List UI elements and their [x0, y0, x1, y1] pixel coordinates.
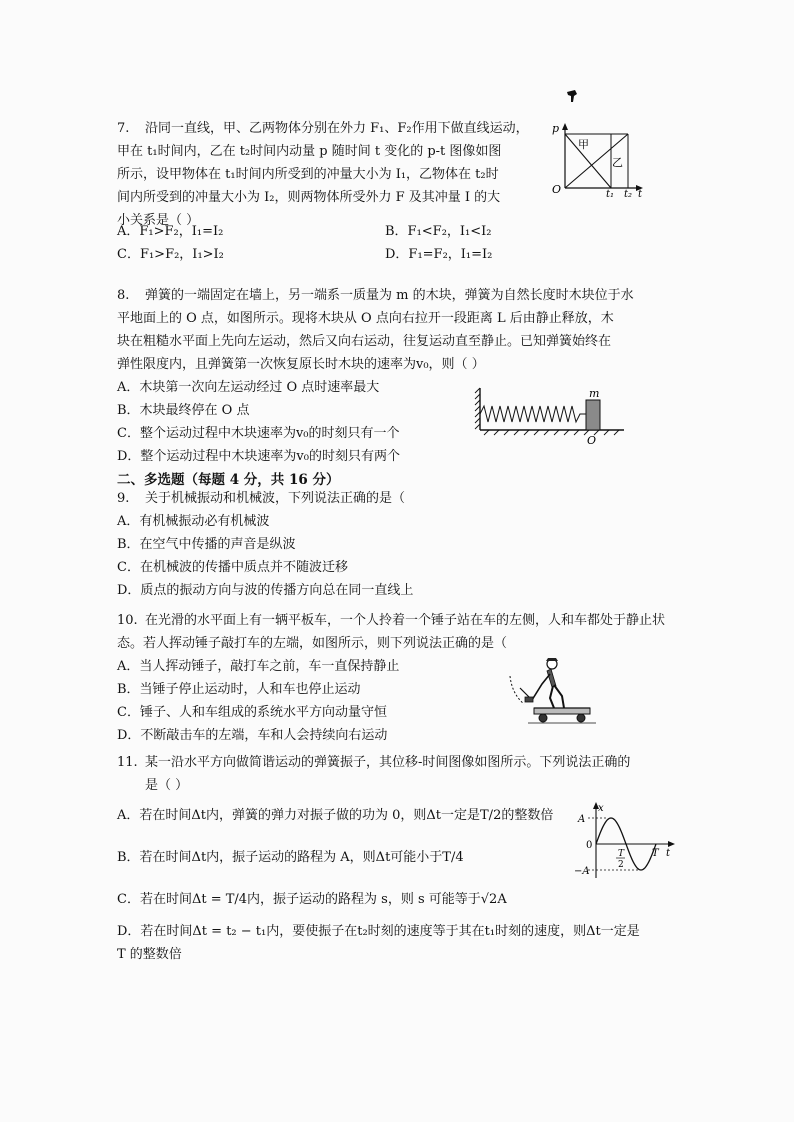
stem-line: 弹簧的一端固定在墙上，另一端系一质量为 m 的木块，弹簧为自然长度时木块位于水 [145, 288, 634, 303]
question-11 [117, 751, 677, 797]
question-number: 10. [117, 613, 138, 628]
stem-line: 在光滑的水平面上有一辆平板车，一个人拎着一个锤子站在车的左侧，人和车都处于静止状 [145, 613, 666, 628]
curve-label-jia: 甲 [578, 138, 589, 151]
option-b: B．木块最终停在 O 点 [117, 403, 250, 418]
option-d: D．质点的振动方向与波的传播方向总在同一直线上 [117, 583, 414, 598]
option-a: A．F₁>F₂，I₁=I₂ [117, 224, 224, 239]
stem-line: 沿同一直线，甲、乙两物体分别在外力 F₁、F₂作用下做直线运动， [145, 121, 529, 136]
option-d-line-2: T 的整数倍 [117, 947, 182, 962]
ink-mark [566, 88, 578, 102]
tick-label-t-period: T [652, 848, 659, 859]
option-c: C．整个运动过程中木块速率为v₀的时刻只有一个 [117, 426, 400, 441]
curve-label-yi: 乙 [612, 156, 623, 169]
option-b: B．若在时间Δt内，振子运动的路程为 A，则Δt可能小于T/4 [117, 850, 464, 865]
mass-label: m [589, 387, 600, 400]
option-d-line-1: D．若在时间Δt = t₂ − t₁内，要使振子在t₂时刻的速度等于其在t₁时刻的速度，则Δt一定是 [117, 924, 640, 939]
q10-hammer-cart-figure [506, 654, 598, 726]
stem-line: 块在粗糙水平面上先向左运动，然后又向右运动，往复运动直至静止。已知弹簧始终在 [117, 334, 612, 349]
question-number: 9. [117, 491, 130, 506]
origin-label: O [552, 183, 562, 196]
axis-label-p: p [552, 122, 560, 135]
option-c: C．锤子、人和车组成的系统水平方向动量守恒 [117, 705, 387, 720]
tick-label-a: A [578, 814, 586, 825]
stem-line: 某一沿水平方向做简谐运动的弹簧振子，其位移-时间图像如图所示。下列说法正确的 [145, 755, 631, 770]
question-11-stem [117, 751, 677, 797]
question-9 [117, 487, 677, 602]
option-a: A．若在时间Δt内，弹簧的弹力对振子做的功为 0，则Δt一定是T/2的整数倍 [117, 808, 554, 823]
question-9-stem [117, 487, 677, 510]
stem-line: 小关系是（ ） [117, 213, 200, 228]
section-heading: 二、多选题（每题 4 分，共 16 分） [117, 472, 340, 488]
stem-line: 是（ ） [145, 778, 189, 793]
q8-spring-block-figure [474, 384, 634, 446]
question-10-stem [117, 609, 677, 655]
question-7-stem [117, 117, 560, 232]
question-number: 11. [117, 755, 138, 770]
stem-line: 所示，设甲物体在 t₁时间内所受到的冲量大小为 I₁，乙物体在 t₂时 [117, 167, 499, 182]
tick-label-half-t-num: T [618, 849, 625, 859]
question-8-stem [117, 284, 677, 376]
point-label-o: O [587, 434, 597, 446]
option-d: D．整个运动过程中木块速率为v₀的时刻只有两个 [117, 449, 400, 464]
axis-label-x: x [598, 803, 604, 814]
option-c: C．在机械波的传播中质点并不随波迁移 [117, 560, 348, 575]
option-a: A．当人挥动锤子，敲打车之前，车一直保持静止 [117, 659, 400, 674]
tick-label-zero: 0 [586, 840, 593, 851]
tick-label-t1: t₁ [606, 189, 615, 198]
stem-line: 弹性限度内，且弹簧第一次恢复原长时木块的速率为v₀，则（ ） [117, 357, 485, 372]
option-c: C．若在时间Δt = T/4内，振子运动的路程为 s，则 s 可能等于√2A [117, 892, 507, 907]
tick-label-half-t-den: 2 [618, 860, 624, 870]
tick-label-neg-a: −A [574, 866, 590, 877]
stem-line: 关于机械振动和机械波，下列说法正确的是（ [145, 491, 406, 506]
stem-line: 间内所受到的冲量大小为 I₂，则两物体所受外力 F 及其冲量 I 的大 [117, 190, 501, 205]
question-number: 8. [117, 288, 130, 303]
option-d: D．F₁=F₂，I₁=I₂ [385, 247, 493, 262]
axis-label-t: t [666, 848, 671, 859]
q7-pt-graph [548, 118, 648, 198]
option-b: B．当锤子停止运动时，人和车也停止运动 [117, 682, 361, 697]
question-7 [117, 117, 560, 232]
tick-label-t2: t₂ [624, 189, 633, 198]
stem-line: 甲在 t₁时间内，乙在 t₂时间内动量 p 随时间 t 变化的 p-t 图像如图 [117, 144, 502, 159]
option-c: C．F₁>F₂，I₁>I₂ [117, 247, 224, 262]
stem-line: 态。若人挥动锤子敲打车的左端，如图所示，则下列说法正确的是（ [117, 636, 508, 651]
q11-displacement-time-graph [574, 800, 682, 882]
stem-line: 平地面上的 O 点，如图所示。现将木块从 O 点向右拉开一段距离 L 后由静止释放，木 [117, 311, 614, 326]
option-a: A．木块第一次向左运动经过 O 点时速率最大 [117, 380, 380, 395]
option-a: A．有机械振动必有机械波 [117, 514, 270, 529]
option-d: D．不断敲击车的左端，车和人会持续向右运动 [117, 728, 388, 743]
question-number: 7. [117, 121, 130, 136]
option-b: B．在空气中传播的声音是纵波 [117, 537, 296, 552]
axis-label-t: t [638, 189, 643, 198]
option-b: B．F₁<F₂，I₁<I₂ [385, 224, 492, 239]
